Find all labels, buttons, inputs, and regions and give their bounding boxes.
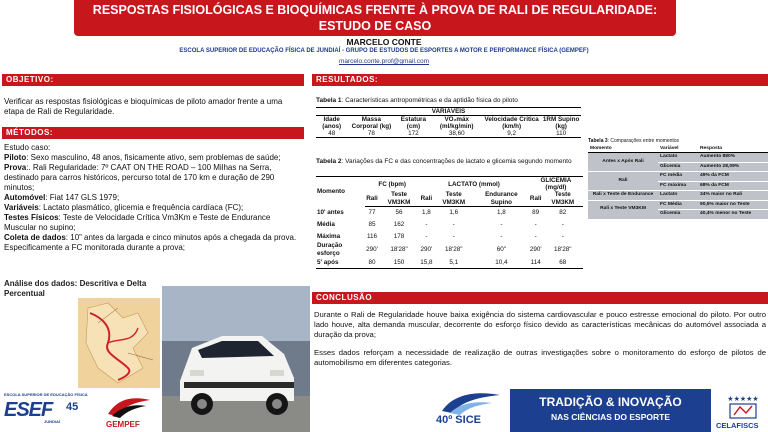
title-line-2: ESTUDO DE CASO xyxy=(318,19,432,33)
gempef-swoosh-icon xyxy=(104,394,154,418)
metodos-heading: MÉTODOS: xyxy=(2,127,304,139)
table3-row xyxy=(588,172,768,182)
table3-resposta: 68% da FCM xyxy=(698,181,768,191)
variaveis-label: Variáveis xyxy=(4,203,39,212)
table3-variavel: Glicemia xyxy=(658,162,698,172)
event-banner xyxy=(510,389,711,432)
automovel-text: : Fiat 147 GLS 1979; xyxy=(45,193,120,202)
route-map-image xyxy=(78,298,160,388)
table3-caption xyxy=(588,138,679,144)
table-3 xyxy=(588,145,768,220)
table2-cell: - xyxy=(500,220,503,228)
table3-caption-text: : Comparações entre momentos xyxy=(607,138,680,144)
conclusao-body xyxy=(314,310,766,376)
table2-cell: 18'28" xyxy=(444,245,463,253)
table2-cell: 18'28" xyxy=(554,245,572,253)
table2-cell: 89 xyxy=(532,208,540,216)
table2-cell: - xyxy=(500,232,503,240)
svg-text:★★★★★: ★★★★★ xyxy=(727,395,759,403)
table2-cell: 116 xyxy=(366,232,378,240)
table3-variavel: FC média xyxy=(658,172,698,182)
table3-resposta: 90,5% maior no Teste xyxy=(698,200,768,210)
table2-subheader: Teste VM3KM xyxy=(434,191,474,206)
table2-cell: 82 xyxy=(559,208,567,216)
table2-row-label: Duração esforço xyxy=(317,242,343,257)
car-photo-svg xyxy=(162,286,310,432)
table2-cell: 290' xyxy=(366,245,378,253)
metodos-analise: Análise dos dados: Descritiva e Delta Percentual xyxy=(4,279,147,298)
table2-row xyxy=(316,257,583,269)
table2-cell: 162 xyxy=(393,220,405,228)
testes-text: : Teste de Velocidade Crítica Vm3Km e Teste de Endurance Muscular no supino; xyxy=(4,213,271,232)
table2-cell: - xyxy=(425,220,428,228)
table2-cell: 1,8 xyxy=(496,208,506,216)
banner-line-1: TRADIÇÃO & INOVAÇÃO xyxy=(539,395,682,409)
table2-row xyxy=(316,242,583,256)
table3-variavel: Lactato xyxy=(658,153,698,163)
piloto-label: Piloto xyxy=(4,153,27,162)
table2-row-label: 10' antes xyxy=(317,208,344,216)
poster-title xyxy=(74,0,676,36)
table2-momento-header: Momento xyxy=(316,177,365,207)
conclusao-heading: CONCLUSÃO xyxy=(312,292,768,304)
table2-subheader: Rali xyxy=(365,191,379,206)
table3-row xyxy=(588,200,768,210)
table2-cell: 1,8 xyxy=(422,208,431,216)
table2-cell: 77 xyxy=(368,208,376,216)
car-photo xyxy=(162,286,310,432)
table2-cell: - xyxy=(425,232,428,240)
celafiscs-logo: CELAFISCS xyxy=(716,421,759,430)
table2-cell: 85 xyxy=(368,220,376,228)
metodos-coleta xyxy=(4,233,304,253)
table1-row xyxy=(316,130,581,138)
table3-momento: Antes x Após Rali xyxy=(588,153,658,172)
author-name: MARCELO CONTE xyxy=(346,37,422,47)
resultados-heading: RESULTADOS: xyxy=(312,74,768,86)
esef-city: JUNDIAÍ xyxy=(44,419,61,424)
title-line-1: RESPOSTAS FISIOLÓGICAS E BIOQUÍMICAS FRENTE À PROVA DE RALI DE REGULARIDADE: xyxy=(92,3,658,17)
table2-cell: 80 xyxy=(365,257,379,269)
table2-cell: 56 xyxy=(395,208,403,216)
table3-resposta: 34% maior no Rali xyxy=(698,191,768,201)
metodos-caso xyxy=(4,143,304,153)
table1-caption-text: : Características antropométricas e da aptidão física do piloto xyxy=(341,97,518,104)
table2-cell: - xyxy=(561,232,564,240)
table1-cell: 172 xyxy=(395,130,431,138)
table1-header: Idade (anos) xyxy=(322,116,342,130)
table1-caption xyxy=(316,97,518,105)
table3-momento: Rali x Teste de Endurance xyxy=(588,191,658,201)
esef-45-logo: 45 xyxy=(66,401,79,413)
celafiscs-stars-icon xyxy=(720,391,766,419)
table1-group-header: VARIÁVEIS xyxy=(316,108,581,116)
esef-logo: ESEF xyxy=(4,399,53,421)
table3-momento: Rali xyxy=(588,172,658,191)
table1-cell: 9,2 xyxy=(482,130,541,138)
table1-cell: 38,60 xyxy=(431,130,482,138)
table2-row xyxy=(316,206,583,218)
author-email[interactable]: marcelo.conte.prof@gmail.com xyxy=(338,58,430,65)
table3-resposta: 40,4% menor no Teste xyxy=(698,210,768,220)
table2-subheader: Endurance Supino xyxy=(474,191,529,206)
table1-header: Estatura (cm) xyxy=(400,116,426,130)
table3-variavel: Glicemia xyxy=(658,210,698,220)
table2-cell: 290' xyxy=(529,245,542,253)
metodos-body xyxy=(4,143,304,253)
caso-label: Estudo caso: xyxy=(4,143,51,152)
table2-cell: 178 xyxy=(393,232,405,240)
table1-cell: 110 xyxy=(541,130,581,138)
table2-caption-text: : Variações da FC e das concentrações de lactato e glicemia segundo momento xyxy=(341,158,572,165)
objetivo-text: Verificar as respostas fisiológicas e bioquímicas de piloto amador frente a uma etapa de Rali de Regularidade. xyxy=(4,97,283,116)
table1-cell: 48 xyxy=(316,130,347,138)
table2-cell: 18'28" xyxy=(390,245,408,253)
table1-caption-label: Tabela 1 xyxy=(316,97,342,104)
table2-cell: - xyxy=(561,220,564,228)
table1-header: Massa Corporal (kg) xyxy=(351,116,392,130)
variaveis-text: : Lactato plasmático, glicemia e frequência cardíaca (FC); xyxy=(38,203,244,212)
metodos-variaveis xyxy=(4,203,304,213)
table1-header: Velocidade Crítica (km/h) xyxy=(484,116,539,130)
table2-cell: 10,4 xyxy=(474,257,529,269)
gempef-logo-icon xyxy=(104,394,154,418)
conclusao-paragraph-2: Esses dados reforçam a necessidade de realização de outras investigações sobre o monitoramento do esforço de pilotos de automobilismo em diferentes categorias. xyxy=(314,348,766,367)
table2-cell: 60" xyxy=(496,245,506,253)
table2-cell: 15,8 xyxy=(419,257,433,269)
table3-caption-label: Tabela 3 xyxy=(588,138,608,144)
table3-momento: Rali x Teste VM3KM xyxy=(588,200,658,219)
sice-swoosh-icon xyxy=(436,389,506,415)
table2-row xyxy=(316,218,583,230)
table-2 xyxy=(316,176,583,269)
table2-row-label: 5' após xyxy=(316,257,365,269)
table3-header: Variável xyxy=(658,145,698,153)
metodos-automovel xyxy=(4,193,304,203)
route-map-svg xyxy=(78,298,160,388)
table1-header: 1RM Supino (kg) xyxy=(542,116,580,130)
table3-resposta: Aumento 28,09% xyxy=(698,162,768,172)
conclusao-paragraph-1: Durante o Rali de Regularidade houve baixa exigência do sistema cardiovascular e pouco estresse emocional do piloto. Por outro lado houve, alta demanda muscular, decorrente do esforço físico devido as características mecânicas do automóvel associada a duração da prova; xyxy=(314,310,766,339)
table2-fc-header: FC (bpm) xyxy=(365,177,419,192)
piloto-text: : Sexo masculino, 48 anos, fisicamente ativo, sem problemas de saúde; xyxy=(26,153,281,162)
table2-cell: 1,6 xyxy=(449,208,459,216)
table2-caption-label: Tabela 2 xyxy=(316,158,342,165)
table2-cell: - xyxy=(534,220,537,228)
table1-header: VO₂máx (ml/kg/min) xyxy=(439,116,474,130)
table2-glicemia-header: GLICEMIA (mg/dl) xyxy=(529,177,583,192)
table3-row xyxy=(588,153,768,163)
sice-logo: 40º SICE xyxy=(436,414,481,426)
table3-variavel: FC máxima xyxy=(658,181,698,191)
table2-cell: - xyxy=(452,220,455,228)
school-affiliation: ESCOLA SUPERIOR DE EDUCAÇÃO FÍSICA DE JUNDIAÍ - GRUPO DE ESTUDOS DE ESPORTES A MOTOR E PERFORMANCE FÍSICA (GEMPEF) xyxy=(179,48,589,54)
esef-caption: ESCOLA SUPERIOR DE EDUCAÇÃO FÍSICA xyxy=(4,392,88,397)
table-1 xyxy=(316,107,581,138)
table3-resposta: 49% da FCM xyxy=(698,172,768,182)
table2-caption xyxy=(316,158,584,166)
metodos-testes xyxy=(4,213,304,233)
table2-cell: - xyxy=(452,232,455,240)
table2-cell: 114 xyxy=(529,257,543,269)
table2-cell: 68 xyxy=(543,257,583,269)
metodos-piloto xyxy=(4,153,304,163)
table3-header: Resposta xyxy=(698,145,768,153)
table3-resposta: Aumento 880% xyxy=(698,153,768,163)
automovel-label: Automóvel xyxy=(4,193,46,202)
table2-cell: 5,1 xyxy=(434,257,474,269)
table2-lactato-header: LACTATO (mmol) xyxy=(419,177,529,192)
table2-subheader: Teste VM3KM xyxy=(543,191,583,206)
prova-text: :. Rali Regularidade: 7º CAAT ON THE ROAD – 100 Milhas na Serra, destinado para carros históricos, percurso total de 170 km e duração de 290 minutos; xyxy=(4,163,275,192)
table3-header: Momento xyxy=(588,145,658,153)
table2-cell: 290' xyxy=(420,245,433,253)
table2-row-label: Máxima xyxy=(317,232,341,240)
gempef-logo: GEMPEF xyxy=(106,420,140,429)
coleta-text: : 10” antes da largada e cinco minutos após a chegada da prova. Especificamente a FC monitorada durante a prova; xyxy=(4,233,297,252)
table2-row-label: Média xyxy=(317,220,335,228)
banner-line-2: NAS CIÊNCIAS DO ESPORTE xyxy=(550,412,671,422)
table2-cell: - xyxy=(534,232,537,240)
metodos-prova xyxy=(4,163,304,193)
table2-subheader: Teste VM3KM xyxy=(379,191,419,206)
objetivo-heading: OBJETIVO: xyxy=(2,74,304,86)
prova-label: Prova xyxy=(4,163,27,172)
coleta-label: Coleta de dados xyxy=(4,233,66,242)
table3-variavel: Lactato xyxy=(658,191,698,201)
table2-subheader: Rali xyxy=(529,191,543,206)
testes-label: Testes Físicos xyxy=(4,213,59,222)
table2-cell: 150 xyxy=(379,257,419,269)
table1-cell: 78 xyxy=(347,130,395,138)
table3-variavel: FC Média xyxy=(658,200,698,210)
table2-row xyxy=(316,230,583,242)
table2-subheader: Rali xyxy=(419,191,433,206)
table3-row xyxy=(588,191,768,201)
